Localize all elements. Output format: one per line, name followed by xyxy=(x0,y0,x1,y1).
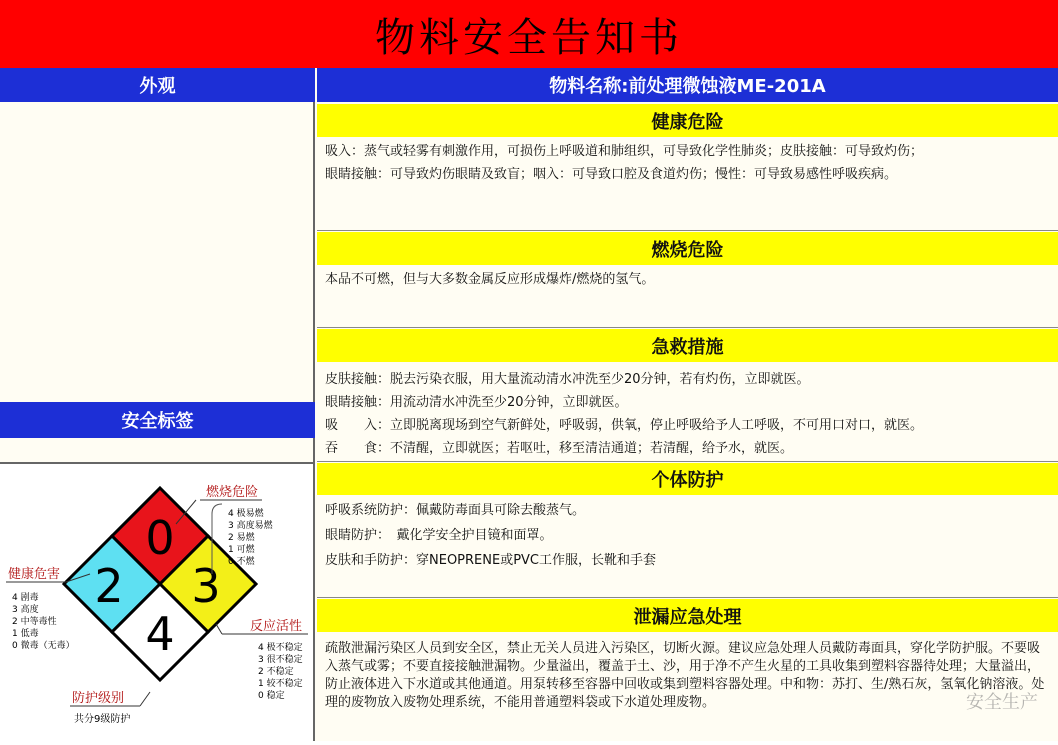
fire-scale-4: 4 极易燃 xyxy=(228,509,264,519)
reactivity-scale-0: 0 稳定 xyxy=(258,691,285,701)
page-title: 物料安全告知书 xyxy=(0,0,1058,68)
spill-response-header: 泄漏应急处理 xyxy=(317,599,1058,632)
nfpa-panel xyxy=(0,462,315,741)
ppe-body xyxy=(317,495,1058,598)
fire-line-1: 本品不可燃，但与大多数金属反应形成爆炸/燃烧的氢气。 xyxy=(325,272,655,287)
fire-hazard-header: 燃烧危险 xyxy=(317,232,1058,265)
special-rating: 4 xyxy=(145,607,175,661)
first-aid-line-4: 吞 食：不清醒，立即就医；若呕吐，移至清洁通道；若清醒，给予水，就医。 xyxy=(325,441,794,456)
first-aid-line-3: 吸 入：立即脱离现场到空气新鲜处，呼吸弱，供氧，停止呼吸给予人工呼吸，不可用口对口，就医。 xyxy=(325,418,924,433)
special-label: 防护级别 xyxy=(72,691,125,706)
fire-scale-2: 2 易燃 xyxy=(228,533,255,543)
appearance-header: 外观 xyxy=(0,68,315,102)
reactivity-rating: 3 xyxy=(191,559,221,613)
fire-hazard-body xyxy=(317,265,1058,328)
health-rating: 2 xyxy=(94,559,124,613)
health-scale-0: 0 微毒（无毒） xyxy=(12,641,75,651)
fire-scale-0: 0 不燃 xyxy=(228,557,255,567)
health-scale-3: 3 高度 xyxy=(12,605,39,615)
health-line-1: 吸入：蒸气或轻雾有刺激作用，可损伤上呼吸道和肺组织，可导致化学性肺炎；皮肤接触：可导致灼伤； xyxy=(325,144,924,159)
fire-scale-3: 3 高度易燃 xyxy=(228,521,273,531)
safety-label-header: 安全标签 xyxy=(0,402,315,438)
first-aid-line-2: 眼睛接触：用流动清水冲洗至少20分钟，立即就医。 xyxy=(325,395,628,410)
reactivity-scale-2: 2 不稳定 xyxy=(258,667,294,677)
health-scale-1: 1 低毒 xyxy=(12,629,39,639)
fire-label: 燃烧危险 xyxy=(206,485,259,500)
safety-label-spacer xyxy=(0,438,315,462)
ppe-header: 个体防护 xyxy=(317,463,1058,495)
first-aid-header: 急救措施 xyxy=(317,329,1058,362)
nfpa-diamond-figure xyxy=(0,464,313,741)
health-scale-2: 2 中等毒性 xyxy=(12,617,57,627)
reactivity-scale-4: 4 极不稳定 xyxy=(258,643,303,653)
ppe-line-3: 皮肤和手防护：穿NEOPRENE或PVC工作服，长靴和手套 xyxy=(325,553,657,568)
spill-response-body: 疏散泄漏污染区人员到安全区，禁止无关人员进入污染区，切断火源。建议应急处理人员戴防毒面具，穿化学防护服。不要吸入蒸气或雾；不要直接接触泄漏物。少量溢出，覆盖于土、沙，用于净不产生火星的工具收集到塑料容器待处理；大量溢出，防止液体进入下水道或其他通道。用泵转移至容器中回收或集到塑料容器处理。中和物：苏打、生/熟石灰，氢氧化钠溶液。处理的废物放入废物处理系统，不能用普通塑料袋或下水道处理废物。 xyxy=(317,632,1058,741)
reactivity-label: 反应活性 xyxy=(250,619,303,634)
health-label: 健康危害 xyxy=(8,567,61,582)
appearance-image-area xyxy=(0,102,315,402)
fire-rating: 0 xyxy=(145,511,175,565)
watermark: 安全生产 xyxy=(966,692,1038,713)
first-aid-body xyxy=(317,362,1058,462)
ppe-line-1: 呼吸系统防护：佩戴防毒面具可除去酸蒸气。 xyxy=(325,503,586,518)
ppe-line-2: 眼睛防护： 戴化学安全护目镜和面罩。 xyxy=(325,528,553,543)
reactivity-scale-3: 3 很不稳定 xyxy=(258,655,303,665)
health-line-2: 眼睛接触：可导致灼伤眼睛及致盲；咽入：可导致口腔及食道灼伤；慢性：可导致易感性呼吸疾病。 xyxy=(325,167,898,182)
reactivity-scale-1: 1 较不稳定 xyxy=(258,679,303,689)
special-note: 共分9级防护 xyxy=(74,714,131,725)
first-aid-line-1: 皮肤接触：脱去污染衣服，用大量流动清水冲洗至少20分钟，若有灼伤，立即就医。 xyxy=(325,372,810,387)
material-name-header: 物料名称:前处理微蚀液ME-201A xyxy=(317,68,1058,102)
fire-scale-1: 1 可燃 xyxy=(228,545,255,555)
health-hazard-header: 健康危险 xyxy=(317,104,1058,137)
health-hazard-body xyxy=(317,137,1058,231)
health-scale-4: 4 剧毒 xyxy=(12,593,39,603)
